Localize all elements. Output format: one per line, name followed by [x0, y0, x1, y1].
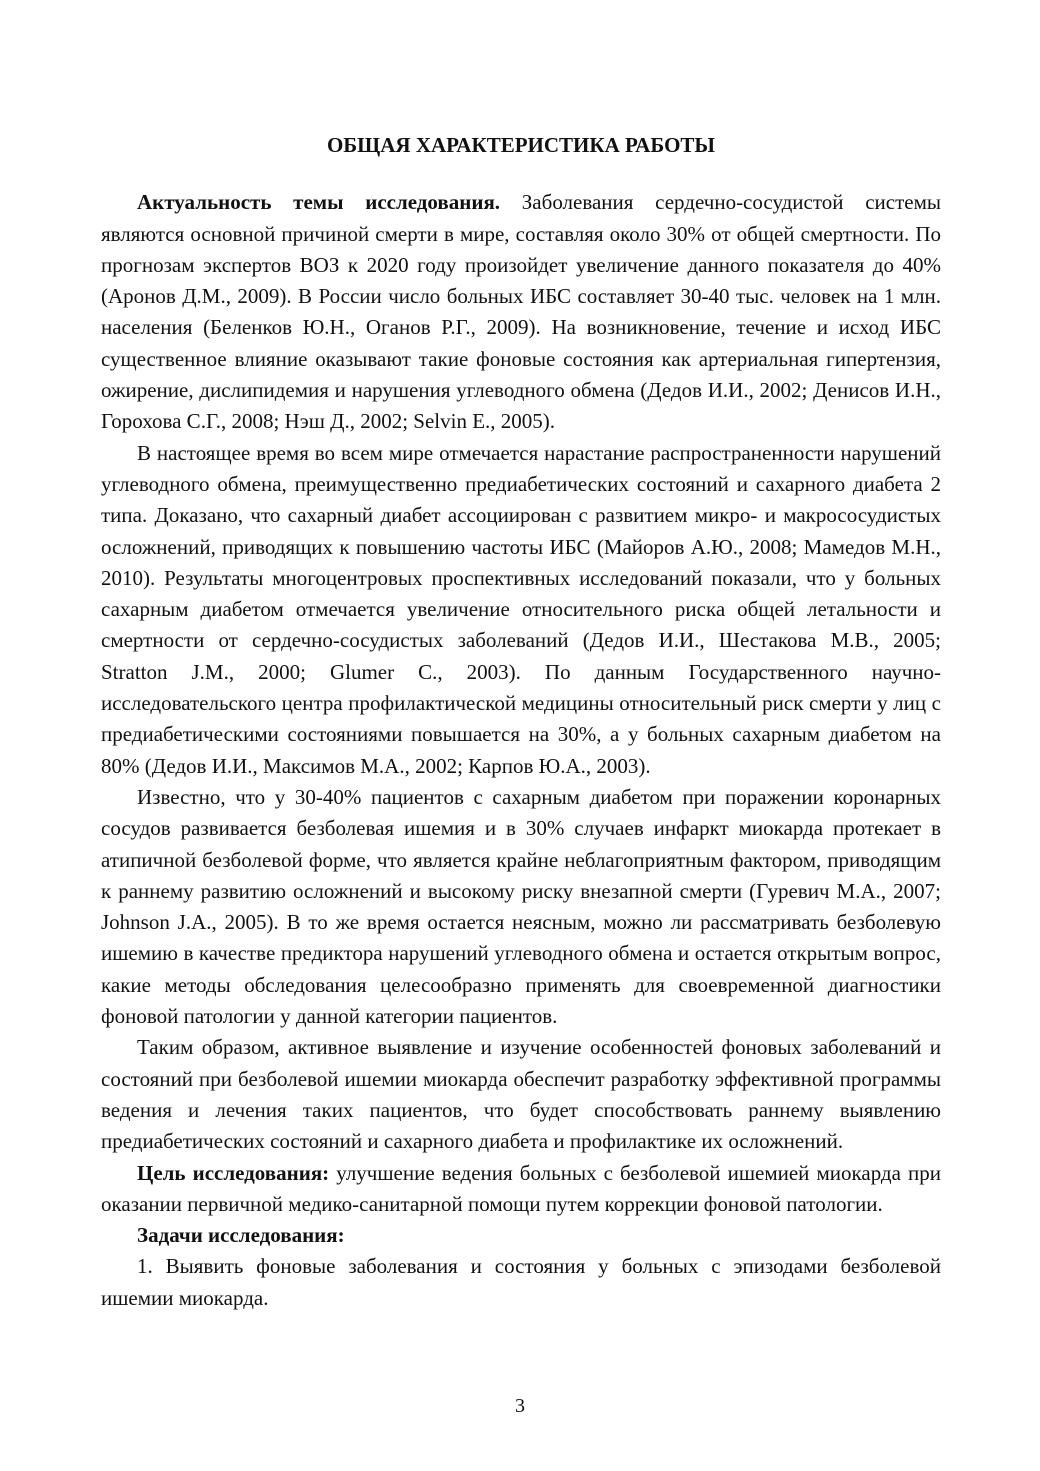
- tasks-heading: Задачи исследования:: [137, 1223, 345, 1248]
- paragraph-lead: Актуальность темы исследования.: [137, 190, 501, 215]
- paragraph-text: Известно, что у 30-40% пациентов с сахарным диабетом при поражении коронарных сосудов развивается безболевая ишемия и в 30% случаев инфаркт миокарда протекает в атипичной безболевой форме, что является крайне неблагоприятным фактором, приводящим к раннему развитию осложнений и высокому риску внезапной смерти (Гуревич М.А., 2007; Johnson J.A., 2005). В то же время остается неясным, можно ли рассматривать безболевую ишемию в качестве предиктора нарушений углеводного обмена и остается открытым вопрос, какие методы обследования целесообразно применять для своевременной диагностики фоновой патологии у данной категории пациентов.: [101, 784, 941, 1029]
- paragraph-text: Заболевания сердечно-сосудистой системы являются основной причиной смерти в мире, составляя около 30% от общей смертности. По прогнозам экспертов ВОЗ к 2020 году произойдет увеличение данного показателя до 40% (Аронов Д.М., 2009). В России число больных ИБС составляет 30-40 тыс. человек на 1 млн. населения (Беленков Ю.Н., Оганов Р.Г., 2009). На возникновение, течение и исход ИБС существенное влияние оказывают такие фоновые состояния как артериальная гипертензия, ожирение, дислипидемия и нарушения углеводного обмена (Дедов И.И., 2002; Денисов И.Н., Горохова С.Г., 2008; Нэш Д., 2002; Selvin E., 2005).: [101, 190, 942, 434]
- paragraph-text: улучшение ведения больных с безболевой ишемией миокарда при оказании первичной медико-санитарной помощи путем коррекции фоновой патологии.: [101, 1160, 941, 1216]
- paragraph-lead: Цель исследования:: [137, 1160, 330, 1185]
- paragraph-goal: [101, 1158, 941, 1221]
- paragraph-prevalence: [101, 438, 941, 782]
- paragraph-silent-ischemia: [101, 782, 941, 1032]
- paragraph-text: Таким образом, активное выявление и изучение особенностей фоновых заболеваний и состояний при безболевой ишемии миокарда обеспечит разработку эффективной программы ведения и лечения таких пациентов, что будет способствовать раннему выявлению предиабетических состояний и сахарного диабета и профилактике их осложнений.: [101, 1035, 941, 1154]
- paragraph-text: В настоящее время во всем мире отмечается нарастание распространенности нарушений углеводного обмена, преимущественно предиабетических состояний и сахарного диабета 2 типа. Доказано, что сахарный диабет ассоциирован с развитием микро- и макрососудистых осложнений, приводящих к повышению частоты ИБС (Майоров А.Ю., 2008; Мамедов М.Н., 2010). Результаты многоцентровых проспективных исследований показали, что у больных сахарным диабетом отмечается увеличение относительного риска общей летальности и смертности от сердечно-сосудистых заболеваний (Дедов И.И., Шестакова М.В., 2005; Stratton J.M., 2000; Glumer C., 2003). По данным Государственного научно-исследовательского центра профилактической медицины относительный риск смерти у лиц с предиабетическими состояниями повышается на 30%, а у больных сахарным диабетом на 80% (Дедов И.И., Максимов М.А., 2002; Карпов Ю.А., 2003).: [101, 440, 941, 778]
- page-content: [101, 130, 941, 1314]
- page-title: ОБЩАЯ ХАРАКТЕРИСТИКА РАБОТЫ: [326, 133, 716, 157]
- task-item: 1. Выявить фоновые заболевания и состояния у больных с эпизодами безболевой ишемии миокарда.: [101, 1254, 941, 1310]
- paragraph-relevance: [101, 187, 941, 437]
- page-number: 3: [515, 1395, 525, 1417]
- paragraph-conclusion: [101, 1032, 941, 1157]
